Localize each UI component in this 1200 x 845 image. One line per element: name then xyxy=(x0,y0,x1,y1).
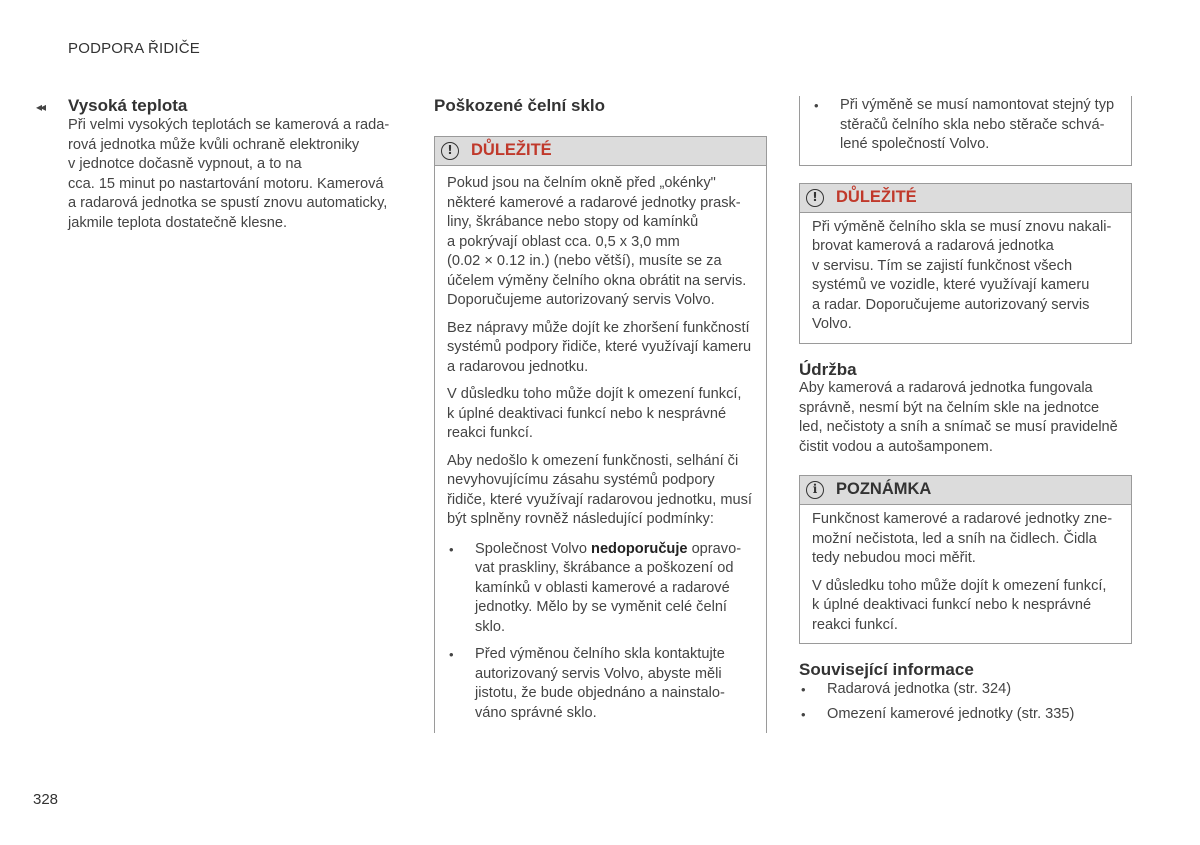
note-box xyxy=(799,475,1132,644)
info-icon: i xyxy=(806,481,824,499)
maintenance-section xyxy=(799,360,1132,458)
note-box-body xyxy=(800,505,1131,643)
important-paragraph-2: Bez nápravy může dojít ke zhoršení funkčností systémů podpory řidiče, které využívají kameru a radarovou jednotku. xyxy=(447,319,752,375)
calibration-text: Při výměně čelního skla se musí znovu nakali- brovat kamerová a radarová jednotka v servisu. Tím se zajistí funkčnost všech systémů ve vozidle, které využívají kameru a radar. Doporučujeme autorizovaný servis Volvo. xyxy=(812,218,1112,332)
conditions-list-continued xyxy=(812,96,1119,155)
important-label: DŮLEŽITÉ xyxy=(471,141,552,160)
important-box-calibration xyxy=(799,183,1132,344)
related-links xyxy=(799,680,1132,725)
related-link[interactable]: • Radarová jednotka (str. 324) xyxy=(799,680,1132,700)
related-link[interactable]: • Omezení kamerové jednotky (str. 335) xyxy=(799,705,1132,725)
note-paragraph-2: V důsledku toho může dojít k omezení funkcí, k úplné deaktivaci funkcí nebo k nesprávné reakci funkcí. xyxy=(812,577,1107,633)
important-box-body xyxy=(435,166,766,733)
list-item: • Před výměnou čelního skla kontaktujte autorizovaný servis Volvo, abyste měli jistotu, že bude objednáno a nainstalo- váno správné sklo. xyxy=(447,645,754,723)
important-box-header xyxy=(800,184,1131,213)
important-box-windscreen xyxy=(434,136,767,733)
section-title: PODPORA ŘIDIČE xyxy=(68,40,200,57)
damaged-windscreen-heading: Poškozené čelní sklo xyxy=(434,96,606,115)
maintenance-heading: Údržba xyxy=(799,359,857,379)
list-item: • Společnost Volvo nedoporučuje opravo- vat praskliny, škrábance a poškození od kamínků v oblasti kamerové a radarové jednotky. Mělo by se vyměnit celé čelní sklo. xyxy=(447,540,754,638)
important-paragraph-1: Pokud jsou na čelním okně před „okénky" některé kamerové a radarové jednotky prask- liny, škrábance nebo stopy od kamínků a pokrývají oblast cca. 0,5 x 3,0 mm (0.02 × 0.12 in.) (nebo větší), musíte se za účelem výměny čelního okna obrátit na servis. Doporučujeme autorizovaný servis Volvo. xyxy=(447,175,747,308)
column-2 xyxy=(434,96,767,733)
page-number: 328 xyxy=(33,791,59,808)
high-temperature-text: Při velmi vysokých teplotách se kamerová a rada- rová jednotka může kvůli ochraně elektroniky v jednotce dočasně vypnout, a to na cca. 15 minut po nastartování motoru. Kamerová a radarová jednotka se spustí znovu automaticky, jakmile teplota dostatečně klesne. xyxy=(68,117,390,231)
important-box-continuation xyxy=(799,96,1132,166)
important-paragraph-4: Aby nedošlo k omezení funkčnosti, selhání či nevyhovujícímu zásahu systémů podpory řidiče, které využívají radarovou jednotku, musí být splněny rovněž následující podmínky: xyxy=(447,452,752,527)
warning-icon: ! xyxy=(806,189,824,207)
related-section xyxy=(799,660,1132,725)
conditions-list xyxy=(447,540,754,724)
back-arrows-icon[interactable]: ◂◂ xyxy=(36,100,45,114)
column-1 xyxy=(36,96,398,233)
important-paragraph-3: V důsledku toho může dojít k omezení funkcí, k úplné deaktivaci funkcí nebo k nesprávné reakci funkcí. xyxy=(447,386,742,441)
important-box-body xyxy=(800,213,1131,343)
important-box-header xyxy=(435,137,766,166)
note-box-header xyxy=(800,476,1131,505)
note-paragraph-1: Funkčnost kamerové a radarové jednotky zne- možní nečistota, led a sníh na čidlech. Čidla tedy nebudou moci měřit. xyxy=(812,511,1113,566)
high-temperature-heading: Vysoká teplota xyxy=(68,96,188,115)
important-label: DŮLEŽITÉ xyxy=(836,187,917,206)
list-item: • Při výměně se musí namontovat stejný typ stěračů čelního skla nebo stěrače schvá- lené společností Volvo. xyxy=(812,96,1119,155)
maintenance-text: Aby kamerová a radarová jednotka fungovala správně, nesmí být na čelním skle na jednotce led, nečistoty a sníh a snímač se musí pravidelně čistit vodou a autošamponem. xyxy=(799,380,1118,455)
related-heading: Související informace xyxy=(799,660,974,679)
note-label: POZNÁMKA xyxy=(836,480,932,499)
warning-icon: ! xyxy=(441,142,459,160)
column-3 xyxy=(799,96,1132,725)
